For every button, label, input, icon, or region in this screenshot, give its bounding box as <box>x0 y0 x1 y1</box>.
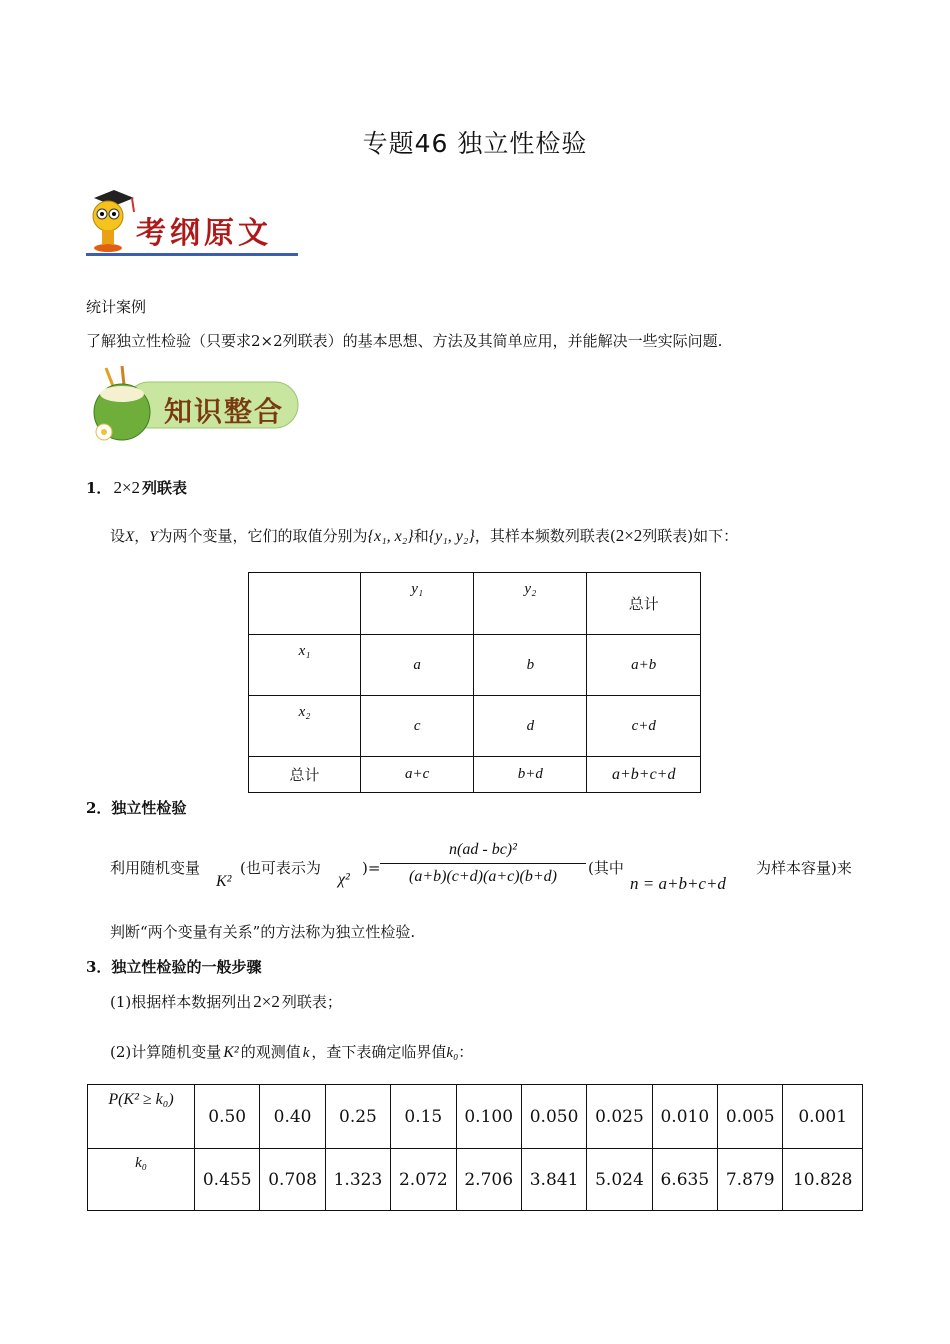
table-cell: 0.005 <box>718 1085 783 1149</box>
formula-text-d: (其中 <box>588 859 624 877</box>
formula-text-a: 利用随机变量 <box>110 859 201 877</box>
step1-text-a: (1)根据样本数据列出 <box>110 993 252 1011</box>
step2 <box>110 1042 473 1063</box>
table-cell: y₂ <box>474 573 587 635</box>
table-cell: 10.828 <box>783 1149 863 1211</box>
value-set-y: {y₁, y₂} <box>428 528 475 545</box>
table-cell: a+c <box>361 757 474 793</box>
fraction-denominator: (a+b)(c+d)(a+c)(b+d) <box>408 868 557 885</box>
table-cell: 0.40 <box>260 1085 325 1149</box>
table-cell: 6.635 <box>652 1149 717 1211</box>
table-row <box>249 635 701 696</box>
intro-text-c: ，其样本频数列联表( <box>474 527 616 545</box>
section1-heading <box>86 478 187 498</box>
table-row <box>88 1085 863 1149</box>
fraction-numerator: n(ad - bc)² <box>380 840 586 864</box>
section2-formula-line <box>110 838 870 898</box>
banner-underline <box>86 253 298 256</box>
table-cell: 0.100 <box>456 1085 521 1149</box>
table-cell: a+b <box>587 635 701 696</box>
formula-text-c: )= <box>362 859 381 877</box>
table-cell: 0.010 <box>652 1085 717 1149</box>
table-cell: 0.708 <box>260 1149 325 1211</box>
syllabus-line2: 了解独立性检验（只要求2×2列联表）的基本思想、方法及其简单应用，并能解决一些实际问题. <box>86 332 723 350</box>
table-row <box>249 757 701 793</box>
page-title: 专题46 独立性检验 <box>362 129 588 158</box>
table-cell: 0.050 <box>521 1085 586 1149</box>
step2-k: k <box>302 1045 310 1061</box>
var-y: Y <box>149 529 158 545</box>
section1-intro <box>110 526 738 547</box>
contingency-table <box>248 572 701 793</box>
step2-text-c: ，查下表确定临界值 <box>311 1043 447 1061</box>
table-row <box>88 1149 863 1211</box>
table-row <box>249 573 701 635</box>
intro-text-a: 设 <box>110 527 126 545</box>
table-cell <box>249 573 361 635</box>
table-row <box>249 696 701 757</box>
table-cell: k₀ <box>88 1149 195 1211</box>
table-cell: P(K² ≥ k₀) <box>88 1085 195 1149</box>
var-chi2: χ² <box>338 871 350 888</box>
table-cell: 2.706 <box>456 1149 521 1211</box>
knowledge-banner <box>86 364 302 444</box>
table-cell: 1.323 <box>325 1149 390 1211</box>
syllabus-line1: 统计案例 <box>86 298 147 316</box>
table-cell: c <box>361 696 474 757</box>
critical-value-table <box>87 1084 863 1211</box>
intro-math: 2×2 <box>615 526 643 545</box>
step1 <box>110 992 342 1012</box>
section3-heading: 3．独立性检验的一般步骤 <box>86 958 262 976</box>
intro-text-d: 列联表)如下： <box>642 527 739 545</box>
table-cell: d <box>474 696 587 757</box>
table-cell: x₁ <box>249 635 361 696</box>
section1-heading-math: 2×2 <box>113 478 141 497</box>
intro-and: 和 <box>413 527 429 545</box>
table-cell: 0.50 <box>195 1085 260 1149</box>
section1-heading-num: 1． <box>86 479 112 497</box>
table-cell: 总计 <box>587 573 701 635</box>
fraction <box>380 840 586 887</box>
table-cell: 0.15 <box>391 1085 456 1149</box>
table-cell: y₁ <box>361 573 474 635</box>
step2-k0: k₀ <box>446 1045 459 1061</box>
syllabus-banner <box>86 186 301 256</box>
intro-comma: ， <box>134 527 150 545</box>
table-cell: 3.841 <box>521 1149 586 1211</box>
table-cell: b+d <box>474 757 587 793</box>
table-cell: 0.455 <box>195 1149 260 1211</box>
var-x: X <box>125 529 135 545</box>
step2-k2: K² <box>223 1044 239 1061</box>
section2-definition: 判断“两个变量有关系”的方法称为独立性检验. <box>110 923 416 941</box>
table-cell: b <box>474 635 587 696</box>
table-cell: 5.024 <box>587 1149 652 1211</box>
step2-text-d: ： <box>458 1043 474 1061</box>
syllabus-banner-label: 考纲原文 <box>136 216 272 251</box>
section2-heading: 2．独立性检验 <box>86 799 187 817</box>
table-cell: c+d <box>587 696 701 757</box>
table-cell: x₂ <box>249 696 361 757</box>
table-cell: a+b+c+d <box>587 757 701 793</box>
formula-text-b: (也可表示为 <box>240 859 321 877</box>
step2-text-a: (2)计算随机变量 <box>110 1043 222 1061</box>
table-cell: 7.879 <box>718 1149 783 1211</box>
table-cell: a <box>361 635 474 696</box>
sample-size-formula: n = a+b+c+d <box>630 874 726 893</box>
step1-text-b: 列联表； <box>281 993 342 1011</box>
value-set-x: {x₁, x₂} <box>367 528 414 545</box>
table-cell: 总计 <box>249 757 361 793</box>
knowledge-banner-label: 知识整合 <box>164 395 285 428</box>
table-cell: 0.25 <box>325 1085 390 1149</box>
table-cell: 0.001 <box>783 1085 863 1149</box>
table-cell: 2.072 <box>391 1149 456 1211</box>
formula-text-e: 为样本容量)来 <box>756 859 852 877</box>
step2-text-b: 的观测值 <box>240 1043 301 1061</box>
intro-text-b: 为两个变量，它们的取值分别为 <box>157 527 368 545</box>
step1-math: 2×2 <box>253 992 280 1011</box>
table-cell: 0.025 <box>587 1085 652 1149</box>
var-k2: K² <box>216 873 232 890</box>
section1-heading-text: 列联表 <box>142 479 188 497</box>
